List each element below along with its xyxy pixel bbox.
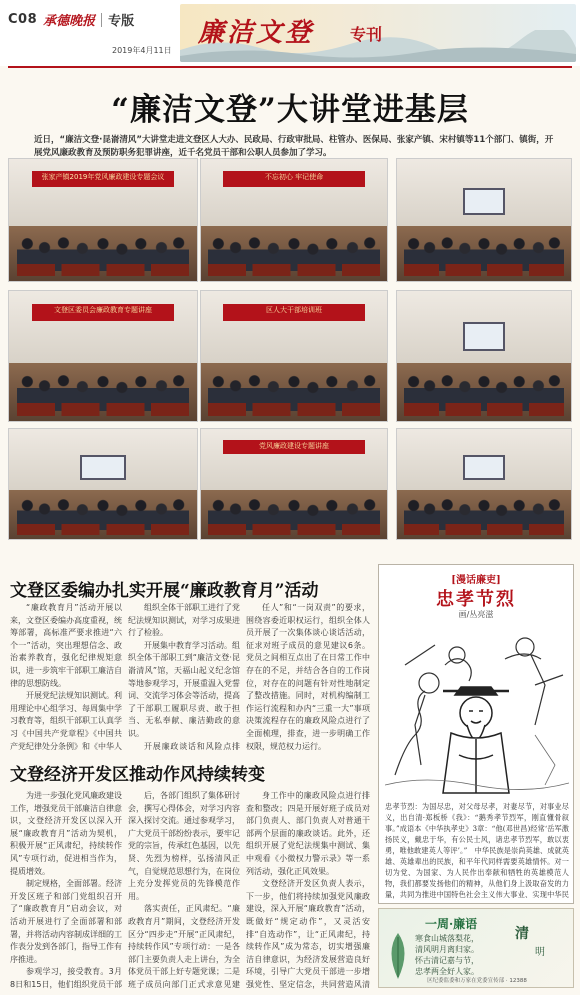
ad-side-char: 清	[515, 926, 529, 942]
meeting-photo	[200, 290, 388, 422]
paragraph: 身工作中的廉政风险点进行排查和整改；四是开展好班子成员对部门负责人、部门负责人对普通干部两个层面的廉政谈话。此外，还组织开展了党纪法规集中测试、集中观看《小微权力警示录》等一系列活动，强化正风效果。	[246, 791, 370, 876]
meeting-photo	[8, 428, 198, 540]
photo-tables	[404, 403, 564, 416]
photo-tables	[17, 524, 190, 535]
meeting-photo	[8, 290, 198, 422]
paragraph: 任人”和“一岗双责”的要求，围绕容委近职权运行，组织全体人员开展了一次集体谈心谈话活动，征求对班子成员的意见建议6条。党员之间相互点出了在日常工作中存在的不足，并结合各自的工作岗位，对存在的问题有针对性地制定了整改措施。同时，对机构编制工作运行流程和办内“三重一大”事项决策流程存在的廉政风险点进行了全面梳理，排查，进一步明确工作权限，规范权力运行。	[246, 603, 370, 751]
poem-line: 忠孝两全好人家。	[415, 967, 479, 976]
article2-col1	[10, 790, 122, 990]
column-banner	[180, 4, 576, 62]
paragraph: 开展集中教育学习活动。组织全体干部职工到“廉洁文登·昆嵛清风”馆，天福山起义纪念馆等地参观学习，开展重温入党誓词、交流学习体会等活动，提高了干部职工履职尽责、敢于担当、无私奉献、廉洁勤政的意识。	[128, 640, 240, 738]
cartoon-panel	[378, 564, 574, 904]
ad-side-char: 明	[535, 947, 545, 958]
paragraph: 参观学习，接受教育。3月8日和15日，他们组织党员干部	[10, 967, 122, 989]
cartoon-title: 忠孝节烈	[436, 589, 516, 610]
meeting-photo	[396, 158, 572, 282]
banner-subtitle: 专刊	[350, 25, 383, 44]
photo-tables	[404, 264, 564, 276]
paragraph: 为进一步强化党风廉政建设工作，增强党员干部廉洁自律意识，文登经济开发区以深入开展“廉政教育月”活动为契机，积极开展“正风肃纪，持续转作风”专项行动，促进相当作为，提质增效。	[10, 791, 122, 876]
photo-tables	[208, 264, 379, 276]
date-text: 2019年4月11日	[112, 46, 172, 55]
cartoon-tag: [漫话廉吏]	[451, 575, 501, 586]
lead-paragraph: 近日，“廉洁文登·昆嵛清风”大讲堂走进文登区人大办、民政局、行政审批局、柱管办、医保局、张家产镇、宋村镇等11个部门、镇街，开展党风廉政教育及预防职务犯罪讲座，近千名党员干部和公职人员参加了学习。	[34, 135, 554, 158]
paragraph: 落实责任，正风肃纪。“廉政教育月”期间，文登经济开发区分“四步走”开展“正风肃纪，持续转作风”专项行动：一是各部门主要负责人走上讲台，为全体党员干部上好专题党课；二是班子成员向部门正式求意见建	[128, 904, 240, 989]
article1-title: 文登区委编办扎实开展“廉政教育月”活动	[10, 581, 319, 601]
photo-banner: 张家产镇2019年党风廉政建设专题会议	[32, 171, 175, 187]
ad-footer: 区纪委监委和万家在党委宣传部 · 12388	[427, 978, 527, 984]
photo-tables	[404, 524, 564, 535]
leaf-icon	[383, 931, 413, 981]
poem-line: 寒食山城落梨花，	[415, 934, 479, 943]
weekly-quote-ad	[378, 908, 574, 988]
paragraph: 组织全体干部职工进行了党纪法规知识测试，对学习成果进行了检验。	[128, 603, 240, 638]
divider	[101, 13, 102, 27]
photo-tables	[17, 264, 190, 276]
photo-banner: 区人大干部培训班	[223, 304, 364, 321]
page-number: C08	[8, 12, 38, 27]
photo-tables	[17, 403, 190, 416]
paragraph: 后，各部门组织了集体研讨会，撰写心得体会，对学习内容深入探讨交流。通过参观学习，广大党员干部纷纷表示，要牢记党的宗旨，传承红色基因，以先贤、先烈为榜样，弘扬清风正气，自觉规范思想行为，在岗位上充分发挥党员的先锋模范作用。	[128, 791, 240, 901]
poem-line: 清风明月离归家。	[415, 945, 479, 954]
cartoon-illustration	[385, 625, 569, 795]
newspaper-name: 承德晚报	[43, 14, 96, 29]
poem-line: 怀古清记嘉与节，	[415, 956, 479, 965]
header-rule	[8, 66, 572, 68]
main-headline: “廉洁文登”大讲堂进基层	[111, 92, 469, 128]
meeting-photo	[200, 158, 388, 282]
paragraph: 制定规格，全面部署。经济开发区班子和部门党组织召开了“廉政教育月”启动会议，对活动开展进行了全面部署和部署，并将活动内容制成详细的工作表分发到各部门，指导工作有序推进。	[10, 879, 122, 964]
article1-col1	[10, 602, 122, 752]
article2-col3	[246, 790, 370, 990]
photo-wall	[9, 159, 197, 226]
photo-wall	[201, 291, 387, 363]
paragraph: 文登经济开发区负责人表示，下一步，他们将持续加强党风廉政建设，深入开展“廉政教育”活动，既做好“规定动作”，又灵活安排“自选动作”，让“正风肃纪，持续转作风”成为常态，切实增强廉洁自律意识，为经济发展营造良好环境，引导广大党员干部进一步增强党性、坚定信念，共同营造风清	[246, 879, 370, 989]
photo-tables	[208, 403, 379, 416]
meeting-photo	[396, 290, 572, 422]
meeting-photo	[396, 428, 572, 540]
photo-screen	[80, 455, 125, 479]
article2-title: 文登经济开发区推动作风持续转变	[10, 765, 265, 785]
paragraph: 开展党纪法规知识测试。利用理论中心组学习、每周集中学习教育等，组织干部职工认真学习《中国共产党章程》《中国共产党纪律处分条例》和《中华人	[10, 691, 122, 751]
article1-col3	[246, 602, 370, 752]
photo-wall	[201, 159, 387, 226]
banner-title: 廉洁文登	[198, 18, 315, 48]
photo-wall	[201, 429, 387, 490]
photo-tables	[208, 524, 379, 535]
photo-banner: 党风廉政建设专题讲座	[223, 440, 364, 454]
masthead	[0, 0, 580, 66]
photo-banner: 文登区委员会廉政教育专题讲座	[32, 304, 175, 321]
article2-col2	[128, 790, 240, 990]
article1-col2	[128, 602, 240, 752]
photo-wall	[9, 291, 197, 363]
masthead-left	[8, 10, 134, 29]
paragraph: “廉政教育月”活动开展以来，文登区委编办高度重视，统筹部署，高标准严要求推进“六个一”活动，突出理想信念、政治素养教育，强化纪律规矩意识，进一步筑牢干部职工廉洁自律的思想防线。	[10, 603, 122, 688]
photo-screen	[463, 188, 505, 215]
paragraph: 开展廉政谈话和风险点排	[144, 741, 240, 751]
section-label: 专版	[108, 14, 135, 29]
ad-poem	[415, 933, 479, 977]
photo-screen	[463, 322, 505, 351]
photo-banner: 不忘初心 牢记使命	[223, 171, 364, 187]
meeting-photo	[8, 158, 198, 282]
ad-title: 一周·廉语	[425, 917, 478, 931]
meeting-photo	[200, 428, 388, 540]
cartoon-author: 画/丛亮滋	[458, 610, 494, 619]
photo-screen	[463, 455, 505, 479]
cartoon-caption: 忠孝节烈：为国尽忠，对父母尽孝，对妻尽节，对事业尽义，出自清·郑板桥《我》：“鹅秀孝节烈军，刚直懂骨叙事。”成语本《中华执孝史》3章：“他(邓世昌)经常‘岳军激扬民义，戴忠于华，有公民士风，诸忠孝节烈军，敢以衷勇，唯他敢建英人等评’。” 中华民族是崇尚英雄、成就英雄、英雄辈出的民族，和平年代同样需要英雄情怀。对一切为党、为国家、为人民作出奉献和牺牲的英雄模范人物，我们都要发扬他们的精神，从他们身上汲取奋发的力量，共同为推进中国特色社会主义伟大事业、实现中华民	[385, 802, 569, 899]
